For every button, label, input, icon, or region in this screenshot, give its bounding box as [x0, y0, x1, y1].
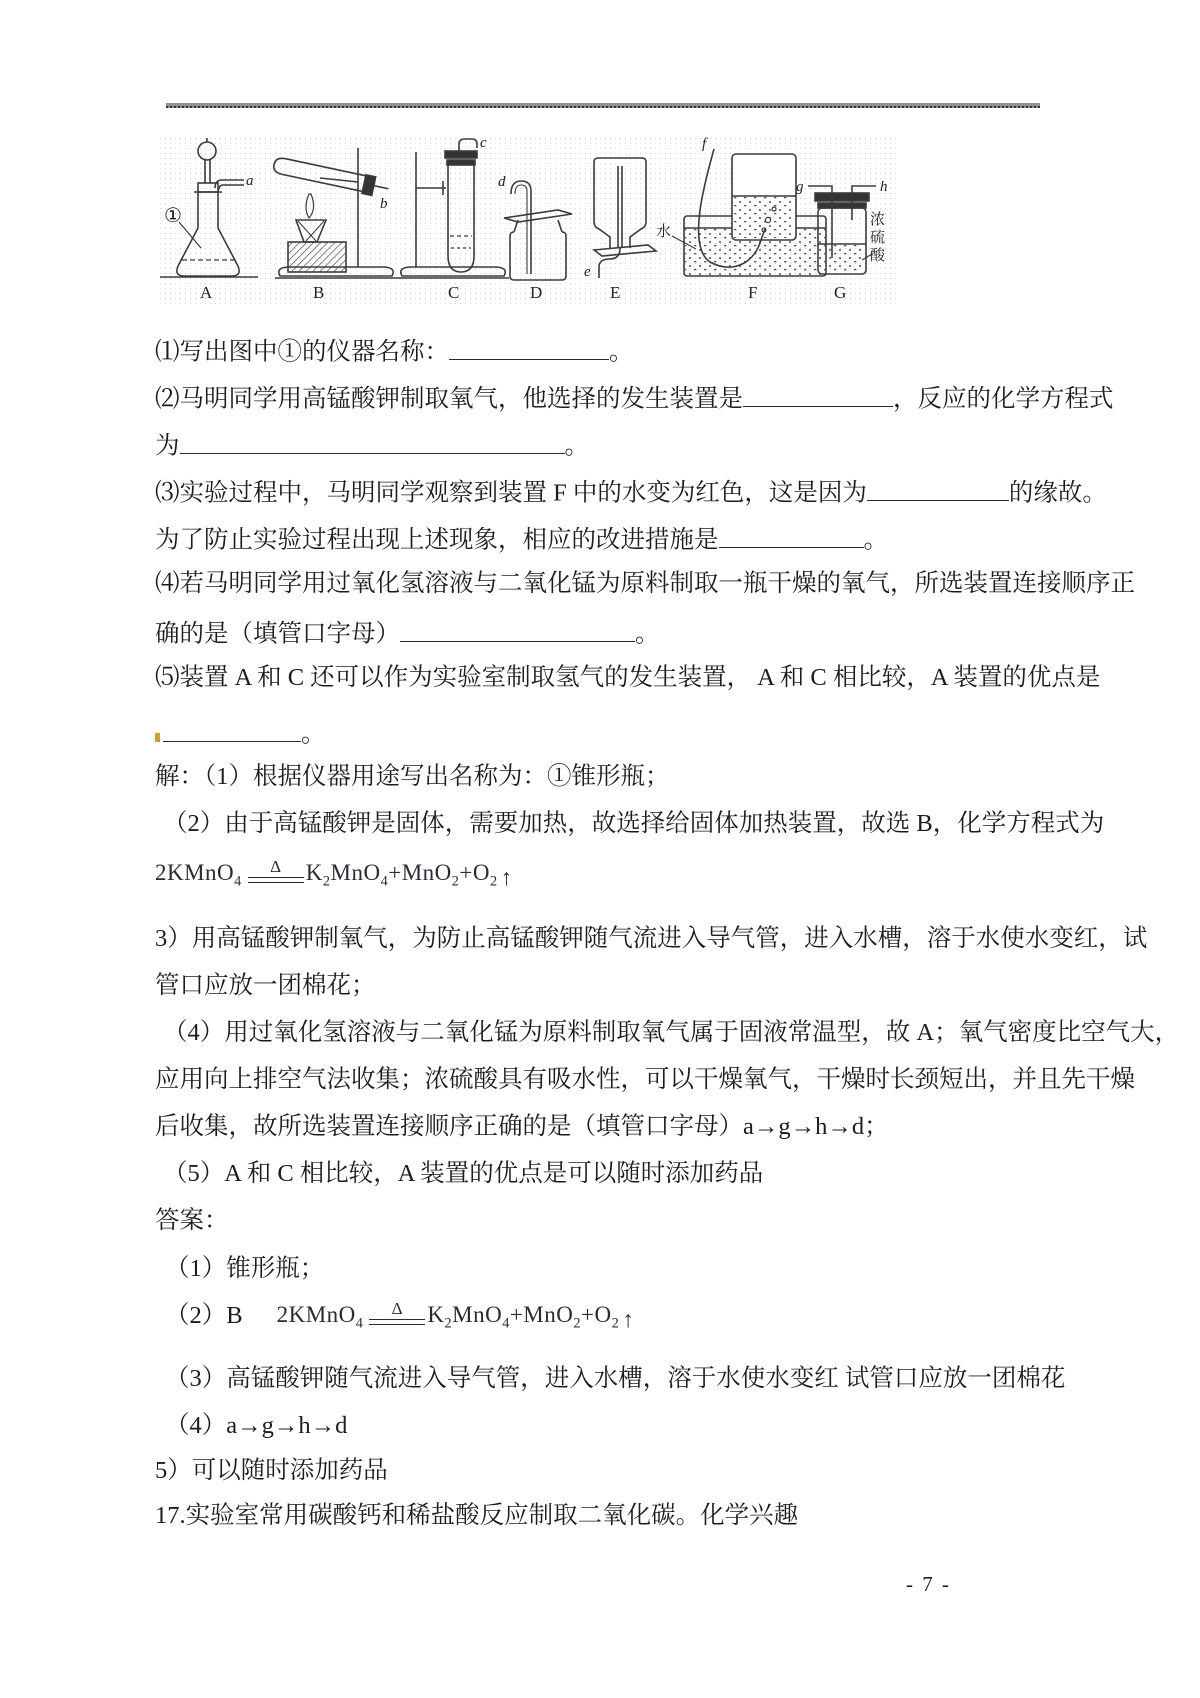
equation-rhs: [306, 861, 498, 890]
solution-step4-line1: [163, 1018, 1179, 1049]
question-4-line2: [155, 616, 660, 650]
solution-step3-text1: 3）用高锰酸钾制氧气，为防止高锰酸钾随气流进入导气管，进入水槽，溶于水使水变红，试: [155, 925, 1148, 952]
solution-step4-text3: 后收集，故所选装置连接顺序正确的是（填管口字母）a→g→h→d；: [155, 1113, 889, 1140]
equation-condition: [248, 858, 304, 883]
a-eq-r1s: 2: [444, 1316, 453, 1333]
apparatus-f-drawing: [672, 149, 826, 276]
gas-up-arrow: ↑: [500, 864, 513, 890]
a-eq-r4: +O: [581, 1302, 612, 1328]
solution-step5-text: （5）A 和 C 相比较，A 装置的优点是可以随时添加药品: [163, 1160, 764, 1187]
solution-step2: [163, 809, 1104, 840]
page-number: - 7 -: [906, 1572, 951, 1596]
equation-lhs: [155, 861, 242, 890]
eq-r1s: 2: [322, 874, 331, 891]
answer-2: [165, 1300, 634, 1332]
port-label-d: d: [498, 174, 506, 190]
answer-2-equation: [277, 1300, 635, 1332]
port-label-b: b: [380, 196, 388, 212]
a-eq-r3s: 2: [573, 1316, 581, 1333]
apparatus-c-drawing: [397, 139, 509, 278]
question-3-line1: [155, 475, 1107, 509]
circle-one-label: ①: [164, 205, 182, 227]
answer-eq-lhs: [277, 1303, 364, 1332]
solution-step5: [163, 1159, 763, 1190]
question-3-blank: [867, 475, 1009, 501]
answer-4-text: （4）a→g→h→d: [165, 1412, 348, 1439]
answer-5-text: 5）可以随时添加药品: [155, 1457, 388, 1484]
question-2b-blank: [180, 428, 565, 454]
apparatus-label-G: G: [834, 283, 847, 302]
question-1-text: ⑴写出图中①的仪器名称：: [155, 338, 449, 366]
answer-eq-lhs-text: 2KMnO: [276, 1302, 356, 1328]
a-eq-r2: MnO: [452, 1302, 503, 1328]
answer-5: [155, 1456, 388, 1487]
question-5-period: 。: [301, 720, 326, 748]
answers-heading-text: 答案：: [155, 1207, 229, 1234]
water-label: 水: [656, 224, 672, 240]
question-5-line2: [155, 716, 326, 750]
next-question-17-text: 17.实验室常用碳酸钙和稀盐酸反应制取二氧化碳。化学兴趣: [155, 1502, 799, 1529]
a-eq-r3: +MnO: [509, 1302, 574, 1328]
answer-eq-lhs-sub: 4: [355, 1316, 364, 1333]
port-label-h: h: [880, 179, 888, 195]
apparatus-label-F: F: [748, 283, 758, 302]
eq-r2: MnO: [330, 860, 381, 886]
question-2-text: ⑵马明同学用高锰酸钾制取氧气，他选择的发生装置是: [155, 385, 743, 413]
acid-label-2: 硫: [870, 230, 886, 246]
port-label-g: g: [796, 179, 804, 195]
question-1-period: 。: [609, 338, 634, 366]
question-4-text: ⑷若马明同学用过氧化氢溶液与二氧化锰为原料制取一瓶干燥的氧气，所选装置连接顺序正: [155, 570, 1135, 597]
question-4b-text: 确的是（填管口字母）: [155, 620, 400, 648]
answer-3: [165, 1364, 1065, 1395]
port-label-f: f: [702, 136, 707, 152]
eq-r1: K: [305, 860, 323, 886]
question-1-blank: [449, 334, 609, 360]
answer-eq-rhs: [427, 1303, 619, 1332]
question-2-tail: ，反应的化学方程式: [893, 385, 1114, 413]
apparatus-figure: [158, 136, 898, 304]
a-eq-r4s: 2: [611, 1316, 620, 1333]
port-label-c: c: [480, 136, 487, 151]
question-5-blank: [163, 716, 301, 742]
answer-1-text: （1）锥形瓶；: [165, 1255, 325, 1282]
equation-equals-line: [248, 877, 304, 883]
eq-r4: +O: [459, 860, 490, 886]
apparatus-label-C: C: [448, 283, 460, 302]
a-eq-r2s: 4: [502, 1316, 510, 1333]
question-3-tail: 的缘故。: [1008, 479, 1107, 507]
apparatus-label-A: A: [200, 283, 213, 302]
solution-step4-text1: （4）用过氧化氢溶液与二氧化锰为原料制取氧气属于固液常温型，故 A；氧气密度比空气大，: [163, 1019, 1180, 1046]
apparatus-g-drawing: [808, 186, 876, 274]
question-3-line2: [155, 522, 888, 556]
chemical-equation: [155, 858, 513, 890]
apparatus-label-E: E: [610, 283, 621, 302]
eq-r3: +MnO: [388, 860, 452, 886]
question-4b-period: 。: [635, 620, 660, 648]
eq-r3s: 2: [451, 874, 460, 891]
answer-eq-condition: [369, 1300, 425, 1325]
answer-3-text: （3）高锰酸钾随气流进入导气管，进入水槽，溶于水使水变红 试管口应放一团棉花: [165, 1365, 1066, 1392]
question-3b-period: 。: [863, 526, 888, 554]
solution-step4-line3: [155, 1112, 889, 1143]
apparatus-e-drawing: [594, 158, 656, 278]
header-rule: [166, 103, 1040, 108]
solution-step4-text2: 应用向上排空气法收集；浓硫酸具有吸水性，可以干燥氧气，干燥时长颈短出，并且先干燥: [155, 1066, 1135, 1093]
highlight-artifact: [155, 733, 160, 742]
apparatus-b-drawing: [272, 148, 397, 278]
solution-step3-line1: [155, 924, 1147, 955]
acid-label-1: 浓: [870, 212, 886, 228]
apparatus-label-D: D: [530, 283, 543, 302]
question-2-line1: [155, 381, 1114, 415]
apparatus-diagram: [158, 136, 898, 304]
equation-lhs-text: 2KMnO: [155, 860, 235, 886]
port-label-a: a: [246, 173, 254, 189]
apparatus-label-B: B: [313, 283, 325, 302]
answer-1: [165, 1254, 324, 1285]
acid-label-3: 酸: [870, 248, 886, 264]
question-4b-blank: [400, 616, 635, 642]
question-2-blank: [743, 381, 893, 407]
apparatus-d-drawing: [504, 181, 572, 280]
question-1: [155, 334, 634, 368]
solution-step4-line2: [155, 1065, 1135, 1096]
solution-step1: [155, 762, 670, 793]
eq-r2s: 4: [380, 874, 389, 891]
a-eq-r1: K: [427, 1302, 445, 1328]
answer-4: [165, 1411, 347, 1442]
question-2b-text: 为: [155, 432, 180, 460]
question-5-text: ⑸装置 A 和 C 还可以作为实验室制取氢气的发生装置， A 和 C 相比较，A 装置的优点是: [155, 664, 1101, 691]
solution-step2-text: （2）由于高锰酸钾是固体，需要加热，故选择给固体加热装置，故选 B，化学方程式为: [163, 810, 1105, 837]
question-3b-text: 为了防止实验过程出现上述现象，相应的改进措施是: [155, 526, 719, 554]
question-4-line1: [155, 569, 1135, 600]
next-question-17: [155, 1501, 798, 1532]
question-5-line1: [155, 663, 1100, 694]
solution-step1-text: 解：（1）根据仪器用途写出名称为：①锥形瓶；: [155, 763, 670, 790]
answer-gas-up-arrow: ↑: [622, 1306, 635, 1332]
port-label-e: e: [584, 264, 591, 280]
answer-2-text: （2）B: [165, 1302, 243, 1330]
question-3-text: ⑶实验过程中，马明同学观察到装置 F 中的水变为红色，这是因为: [155, 479, 867, 507]
delta-symbol: Δ: [270, 857, 282, 876]
eq-r4s: 2: [490, 874, 498, 891]
equation-lhs-sub: 4: [234, 874, 242, 891]
question-3b-blank: [719, 522, 864, 548]
answer-eq-equals-line: [369, 1319, 425, 1325]
answer-delta-symbol: Δ: [391, 1299, 404, 1318]
question-2-line2: [155, 428, 589, 462]
answers-heading: [155, 1206, 229, 1237]
solution-step3-line2: [155, 971, 376, 1002]
question-2b-period: 。: [564, 432, 589, 460]
solution-step3-text2: 管口应放一团棉花；: [155, 972, 376, 999]
